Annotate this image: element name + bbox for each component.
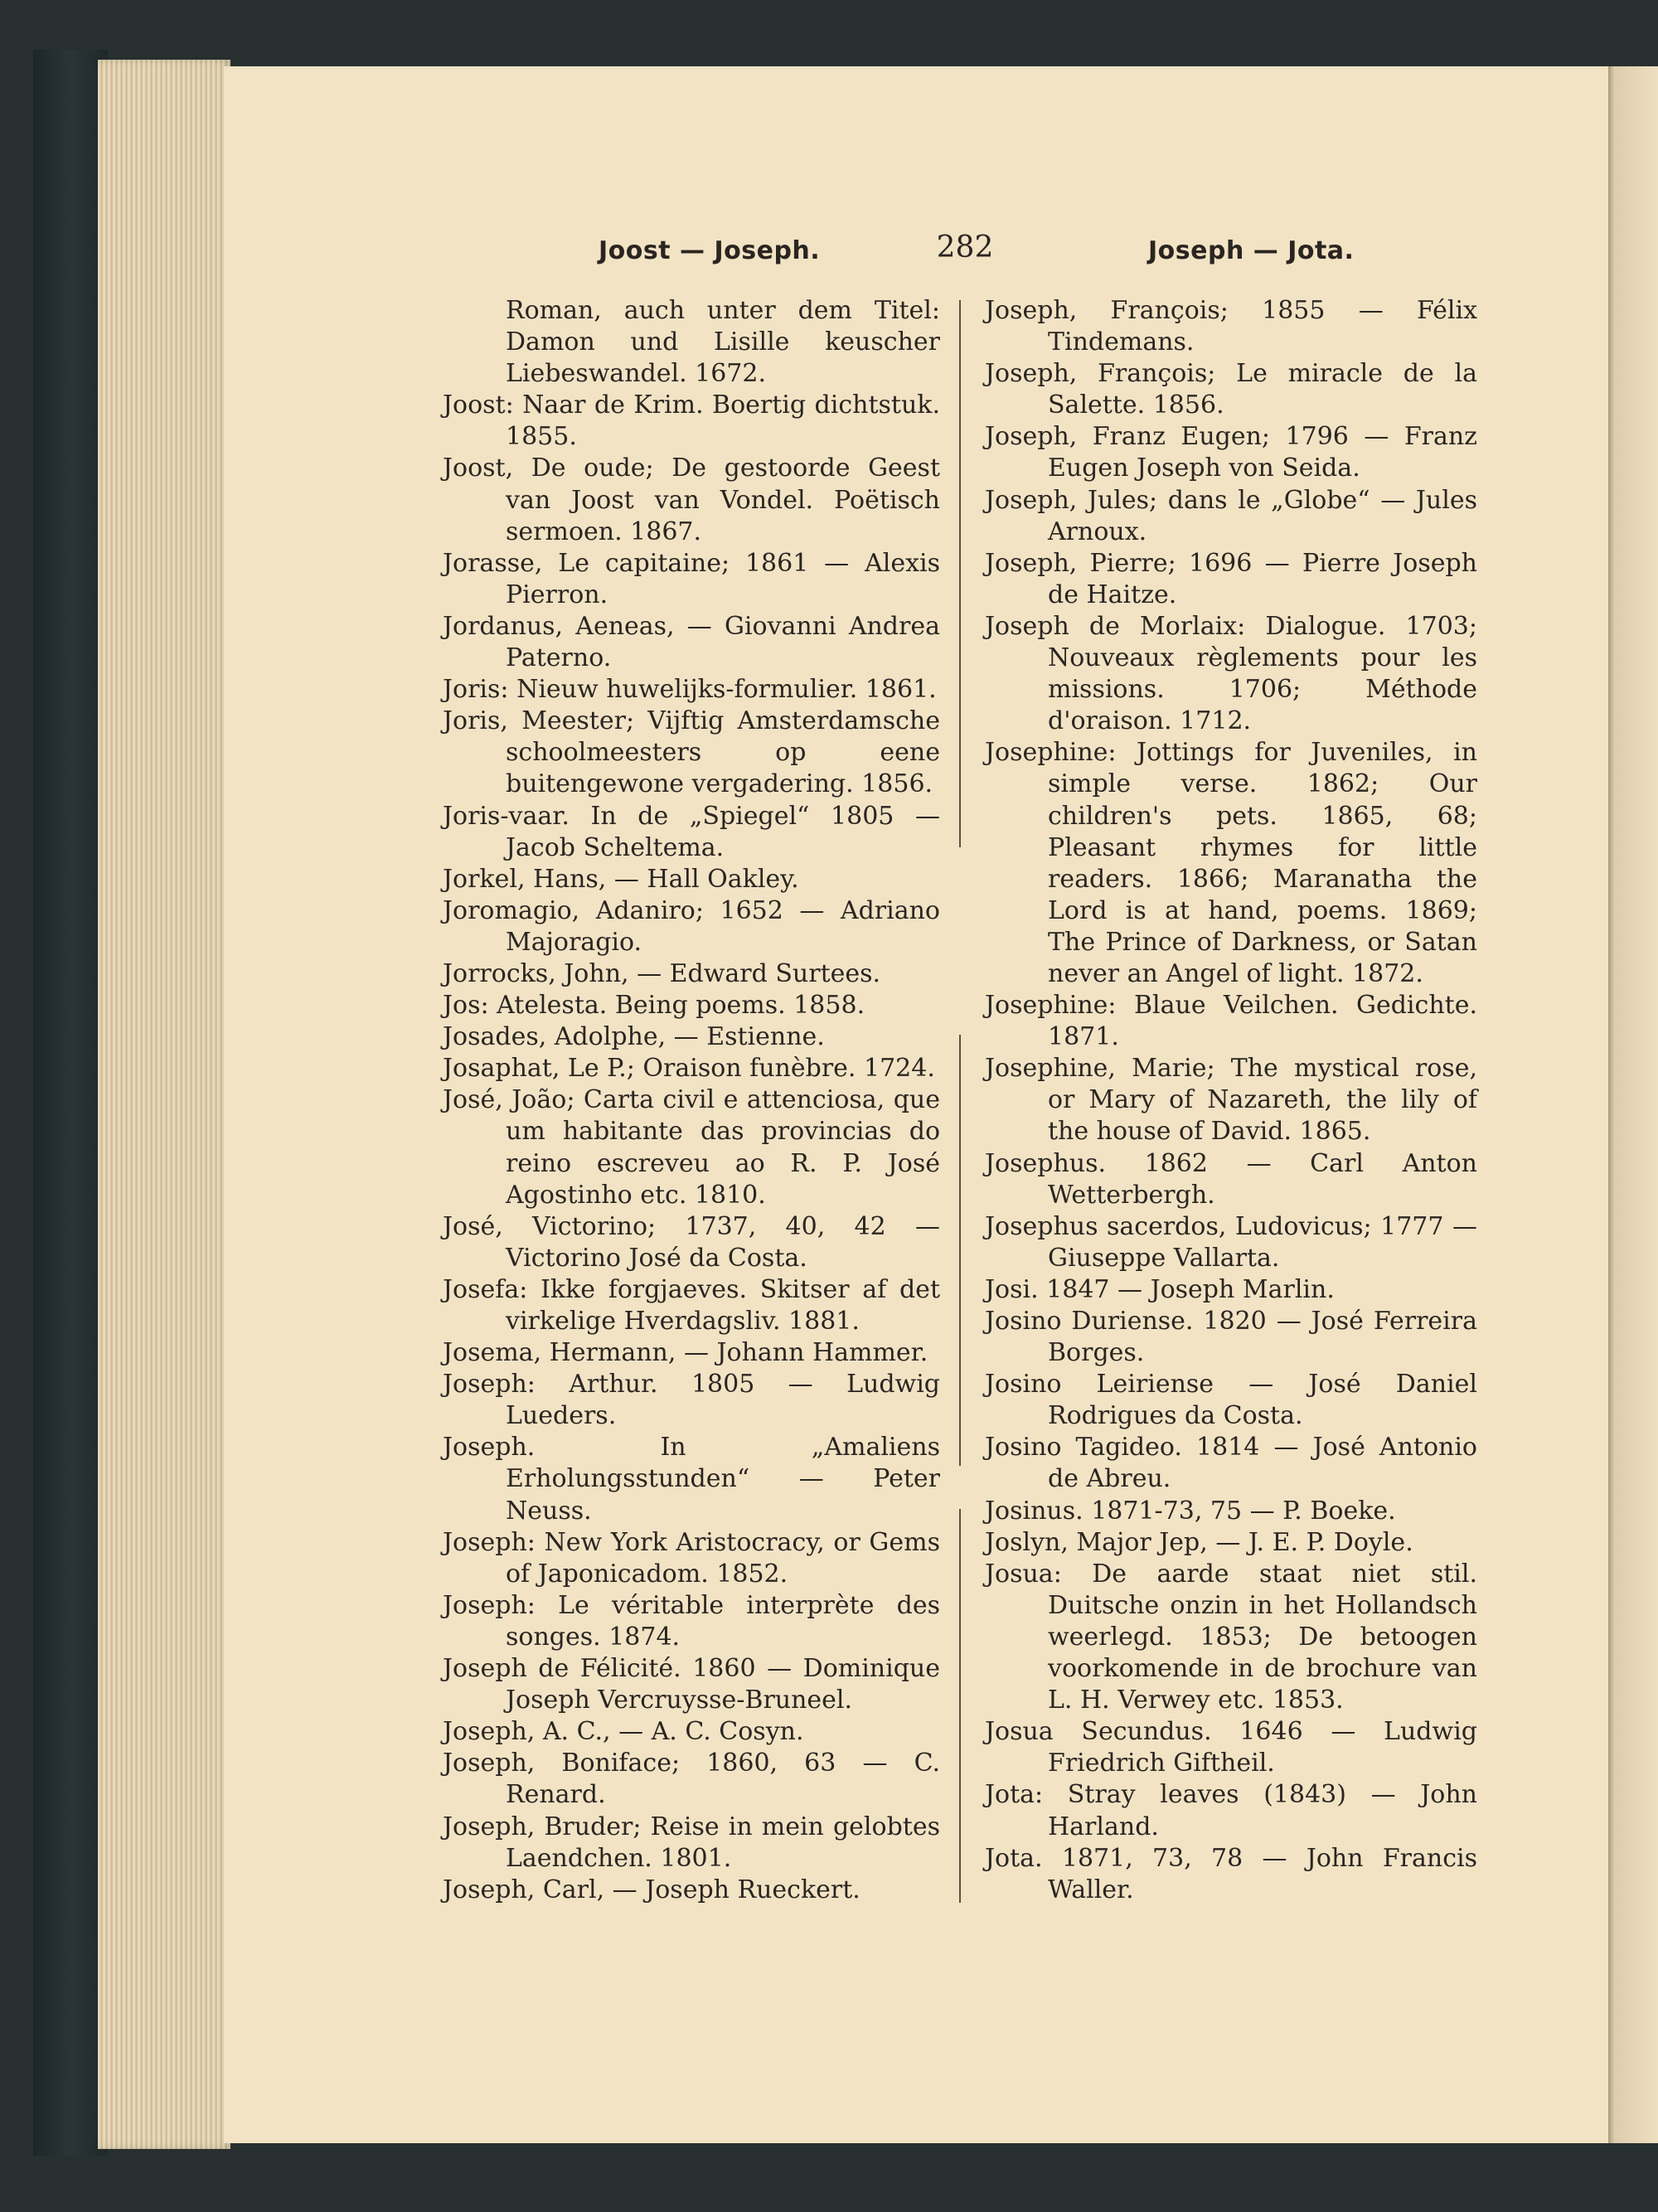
index-entry: Joseph de Morlaix: Dialogue. 1703; Nouveaux règlements pour les missions. 1706; Méthode d'oraison. 1712. [985, 611, 1477, 736]
index-entry: José, João; Carta civil e attenciosa, que um habitante das provincias do reino escreveu ao R. P. José Agostinho etc. 1810. [443, 1085, 940, 1210]
index-entry: Josino Tagideo. 1814 — José Antonio de Abreu. [985, 1433, 1477, 1494]
index-entry: Jota: Stray leaves (1843) — John Harland. [985, 1780, 1477, 1841]
index-entry: Josi. 1847 — Joseph Marlin. [985, 1274, 1335, 1304]
index-entry: Joseph. In „Amaliens Erholungsstunden“ — Peter Neuss. [443, 1433, 940, 1526]
index-entry: José, Victorino; 1737, 40, 42 — Victorino José da Costa. [443, 1211, 940, 1273]
index-entry: Josades, Adolphe, — Estienne. [443, 1022, 825, 1052]
index-entry: Joseph, A. C., — A. C. Cosyn. [443, 1717, 804, 1747]
index-entry: Josaphat, Le P.; Oraison funèbre. 1724. [443, 1054, 935, 1084]
index-entry: Joseph, Boniface; 1860, 63 — C. Renard. [443, 1749, 940, 1810]
running-head-left: Joost — Joseph. [599, 236, 821, 265]
index-entry: Jordanus, Aeneas, — Giovanni Andrea Paterno. [443, 611, 940, 673]
index-entry: Joseph: New York Aristocracy, or Gems of Japonicadom. 1852. [443, 1527, 940, 1589]
index-entry: Jota. 1871, 73, 78 — John Francis Waller. [985, 1843, 1477, 1904]
index-entry: Joseph, Pierre; 1696 — Pierre Joseph de Haitze. [985, 548, 1477, 609]
index-entry: Josino Duriense. 1820 — José Ferreira Borges. [985, 1307, 1477, 1368]
page-number: 282 [936, 230, 994, 264]
index-entry: Josua: De aarde staat niet stil. Duitsche onzin in het Hollandsch weerlegd. 1853; De betoogen voorkomende in de brochure van L. H. Verwey etc. 1853. [985, 1559, 1477, 1715]
page-edges [98, 60, 230, 2149]
index-entry: Joseph, Jules; dans le „Globe“ — Jules Arnoux. [985, 485, 1477, 546]
index-entry: Jorasse, Le capitaine; 1861 — Alexis Pierron. [443, 548, 940, 609]
index-entry: Roman, auch unter dem Titel: Damon und Lisille keuscher Liebeswandel. 1672. [506, 296, 940, 389]
index-entry: Josephine, Marie; The mystical rose, or Mary of Nazareth, the lily of the house of David. 1865. [985, 1054, 1477, 1147]
left-column [443, 295, 940, 1906]
index-entry: Joseph: Le véritable interprète des songes. 1874. [443, 1590, 940, 1652]
index-entry: Josua Secundus. 1646 — Ludwig Friedrich Giftheil. [985, 1717, 1477, 1778]
index-entry: Jorrocks, John, — Edward Surtees. [443, 958, 881, 988]
index-entry: Joris-vaar. In de „Spiegel“ 1805 — Jacob Scheltema. [443, 801, 940, 862]
index-entry: Joseph, Franz Eugen; 1796 — Franz Eugen Joseph von Seida. [985, 422, 1477, 483]
index-entry: Joris, Meester; Vijftig Amsterdamsche schoolmeesters op eene buitengewone vergadering. 1856. [443, 706, 940, 799]
index-entry: Josephine: Jottings for Juveniles, in simple verse. 1862; Our children's pets. 1865, 68; Pleasant rhymes for little readers. 1866; Maranatha the Lord is at hand, poems. 1869; The Prince of Darkness, or Satan never an Angel of light. 1872. [985, 738, 1477, 988]
index-entry: Joseph de Félicité. 1860 — Dominique Joseph Vercruysse-Bruneel. [443, 1654, 940, 1715]
index-entry: Josino Leiriense — José Daniel Rodrigues da Costa. [985, 1370, 1477, 1431]
book-cover-edge [33, 50, 108, 2156]
running-head-right: Joseph — Jota. [1148, 236, 1355, 265]
index-entry: Jorkel, Hans, — Hall Oakley. [443, 864, 799, 894]
right-column [985, 295, 1477, 1906]
index-entry: Joost: Naar de Krim. Boertig dichtstuk. 1855. [443, 390, 940, 452]
index-entry: Joost, De oude; De gestoorde Geest van Joost van Vondel. Poëtisch sermoen. 1867. [443, 454, 940, 546]
index-entry: Jos: Atelesta. Being poems. 1858. [443, 991, 865, 1021]
column-divider [959, 1035, 961, 1466]
index-entry: Josema, Hermann, — Johann Hammer. [443, 1338, 928, 1368]
index-entry: Joseph, Bruder; Reise in mein gelobtes Laendchen. 1801. [443, 1812, 940, 1873]
column-divider [959, 300, 961, 847]
index-entry: Joseph, Carl, — Joseph Rueckert. [443, 1875, 861, 1904]
index-entry: Joslyn, Major Jep, — J. E. P. Doyle. [985, 1527, 1413, 1557]
index-entry: Josefa: Ikke forgjaeves. Skitser af det virkelige Hverdagsliv. 1881. [443, 1274, 940, 1336]
next-page-edge [1608, 66, 1658, 2143]
index-entry: Josephus. 1862 — Carl Anton Wetterbergh. [985, 1148, 1477, 1210]
index-entry: Joris: Nieuw huwelijks-formulier. 1861. [443, 675, 937, 705]
index-entry: Josephine: Blaue Veilchen. Gedichte. 1871. [985, 991, 1477, 1052]
index-entry: Joseph, François; 1855 — Félix Tindemans. [985, 296, 1477, 357]
index-entry: Josephus sacerdos, Ludovicus; 1777 — Giuseppe Vallarta. [985, 1211, 1477, 1273]
index-entry: Joseph, François; Le miracle de la Salette. 1856. [985, 359, 1477, 420]
column-divider [959, 1509, 961, 1903]
index-entry: Joromagio, Adaniro; 1652 — Adriano Majoragio. [443, 895, 940, 957]
index-entry: Josinus. 1871-73, 75 — P. Boeke. [985, 1496, 1396, 1526]
index-entry: Joseph: Arthur. 1805 — Ludwig Lueders. [443, 1370, 940, 1431]
